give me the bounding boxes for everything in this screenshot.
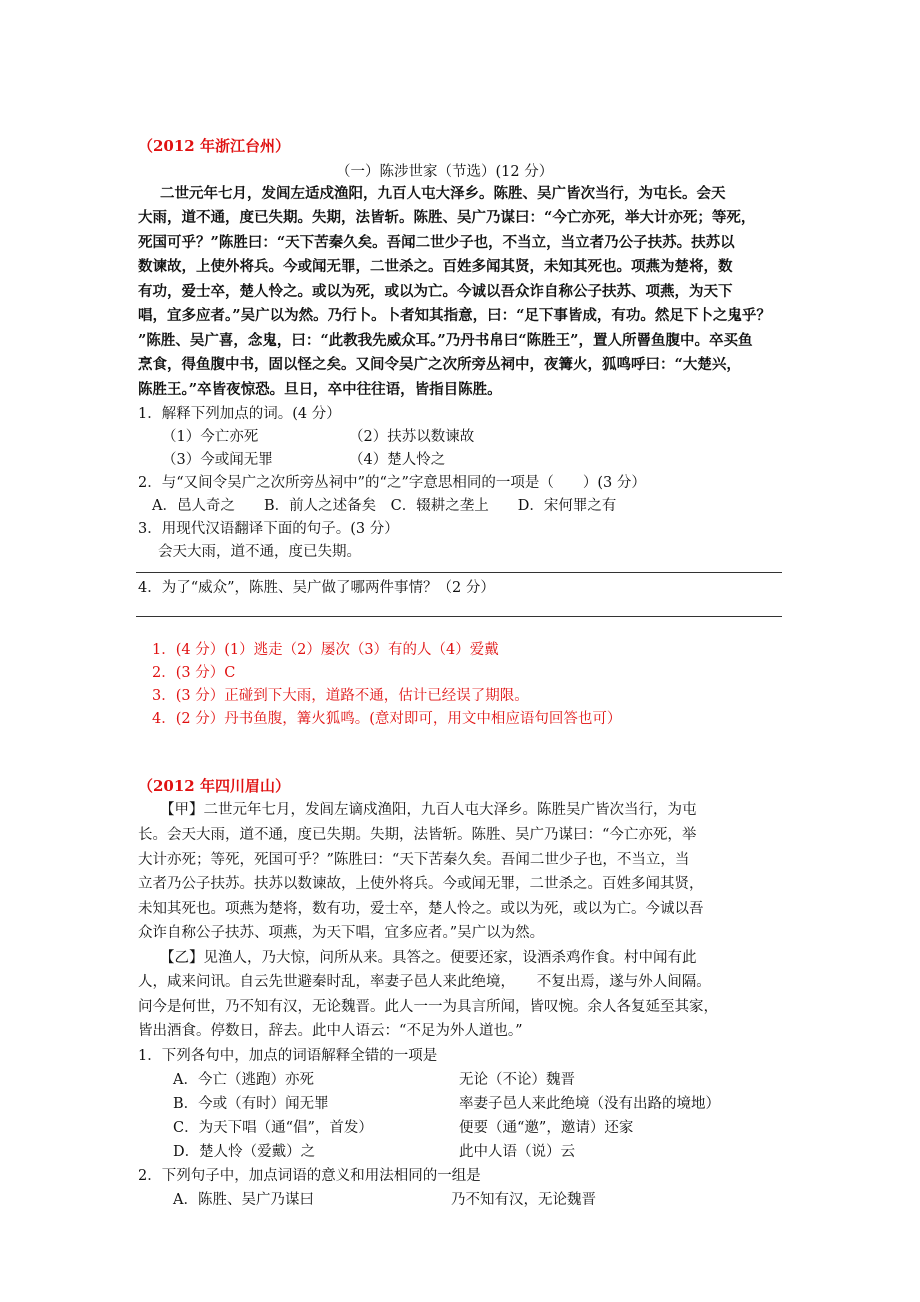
option-left: A．今亡（逃跑）亦死	[173, 1072, 314, 1088]
passage-line: 立者乃公子扶苏。扶苏以数谏故，上使外将兵。今或闻无罪，二世杀之。百姓多闻其贤，	[138, 876, 704, 892]
passage-line: 数谏故，上使外将兵。今或闻无罪，二世杀之。百姓多闻其贤，未知其死也。项燕为楚将，数	[138, 258, 733, 275]
passage-title: （一）陈涉世家（节选）(12 分）	[336, 164, 554, 180]
passage-line: 未知其死也。项燕为楚将，数有功，爱士卒，楚人怜之。或以为死，或以为亡。今诚以吾	[138, 901, 704, 917]
option-right: 此中人语（说）云	[459, 1144, 575, 1160]
passage-line: 人，咸来问讯。自云先世避秦时乱，率妻子邑人来此绝境， 不复出焉，遂与外人间隔。	[138, 974, 711, 990]
q1-item: （2）扶苏以数谏故	[349, 429, 475, 445]
passage-line: 问今是何世，乃不知有汉，无论魏晋。此人一一为具言所闻，皆叹惋。余人各复延至其家，	[138, 999, 718, 1015]
question-3: 3．用现代汉语翻译下面的句子。(3 分）	[138, 521, 399, 537]
passage-line: 【甲】二世元年七月，发闾左谪戍渔阳，九百人屯大泽乡。陈胜吴广皆次当行，为屯	[160, 802, 697, 818]
section-heading-taizhou: （2012 年浙江台州）	[138, 137, 290, 155]
option-left: B．今或（有时）闻无罪	[173, 1096, 329, 1112]
passage-line: 二世元年七月，发闾左适戍渔阳，九百人屯大泽乡。陈胜、吴广皆次当行，为屯长。会天	[160, 185, 726, 202]
q1-item: （4）楚人怜之	[349, 452, 446, 468]
option-left: A．陈胜、吴广乃谋曰	[173, 1192, 314, 1208]
passage-line: 唱，宜多应者。”吴广以为然。乃行卜。卜者知其指意，曰：“足下事皆成，有功。然足下卜之鬼乎？	[138, 307, 771, 324]
answer-item: 3．(3 分）正碰到下大雨，道路不通，估计已经误了期限。	[152, 688, 529, 704]
section-heading-meishan: （2012 年四川眉山）	[138, 777, 290, 795]
answer-item: 1．(4 分）(1）逃走（2）屡次（3）有的人（4）爱戴	[152, 642, 499, 658]
option-right: 便要（通“邀”，邀请）还家	[459, 1120, 634, 1136]
question-4: 4．为了“威众”，陈胜、吴广做了哪两件事情？（2 分）	[138, 580, 495, 596]
passage-line: 大计亦死；等死，死国可乎？”陈胜曰：“天下苦秦久矣。吾闻二世少子也，不当立，当	[138, 852, 690, 868]
option-left: D．楚人怜（爱戴）之	[173, 1144, 316, 1160]
question-1: 1．解释下列加点的词。(4 分）	[138, 406, 341, 422]
q1-item: （3）今或闻无罪	[162, 452, 273, 468]
passage-line: 有功，爱士卒，楚人怜之。或以为死，或以为亡。今诚以吾众诈自称公子扶苏、项燕，为天下	[138, 283, 733, 300]
passage-line: 死国可乎？”陈胜曰：“天下苦秦久矣。吾闻二世少子也，不当立，当立者乃公子扶苏。扶苏以	[138, 234, 735, 251]
option-right: 率妻子邑人来此绝境（没有出路的境地）	[459, 1096, 720, 1112]
question-2: 2．与“又间令吴广之次所旁丛祠中”的“之”字意思相同的一项是（ ）(3 分）	[138, 475, 646, 491]
option-right: 乃不知有汉，无论魏晋	[451, 1192, 596, 1208]
answer-item: 2．(3 分）C	[152, 665, 236, 681]
q1-item: （1）今亡亦死	[162, 429, 259, 445]
passage-line: 陈胜王。”卒皆夜惊恐。旦日，卒中往往语，皆指目陈胜。	[138, 381, 502, 398]
answer-item: 4．(2 分）丹书鱼腹，篝火狐鸣。(意对即可，用文中相应语句回答也可）	[152, 711, 622, 727]
answer-line	[136, 572, 782, 573]
passage-line: 皆出酒食。停数日，辞去。此中人语云：“不足为外人道也。”	[138, 1023, 523, 1039]
passage-line: 烹食，得鱼腹中书，固以怪之矣。又间令吴广之次所旁丛祠中，夜篝火，狐鸣呼曰：“大楚兴，	[138, 356, 741, 373]
option-left: C．为天下唱（通“倡”，首发）	[173, 1120, 373, 1136]
passage-line: 【乙】见渔人，乃大惊，问所从来。具答之。便要还家，设酒杀鸡作食。村中闻有此	[160, 950, 697, 966]
q3-sentence: 会天大雨，道不通，度已失期。	[158, 544, 361, 560]
q2-options: A．邑人奇之 B．前人之述备矣 C．辍耕之垄上 D．宋何罪之有	[152, 498, 617, 514]
passage-line: ”陈胜、吴广喜，念鬼，曰：“此教我先威众耳。”乃丹书帛曰“陈胜王”，置人所罾鱼腹中。卒买鱼	[138, 332, 753, 349]
passage-line: 众诈自称公子扶苏、项燕，为天下唱，宜多应者。”吴广以为然。	[138, 925, 545, 941]
passage-line: 长。会天大雨，道不通，度已失期。失期，法皆斩。陈胜、吴广乃谋曰：“今亡亦死，举	[138, 827, 697, 843]
question-1: 1．下列各句中，加点的词语解释全错的一项是	[138, 1048, 438, 1064]
question-2: 2．下列句子中，加点词语的意义和用法相同的一组是	[138, 1168, 481, 1184]
passage-line: 大雨，道不通，度已失期。失期，法皆斩。陈胜、吴广乃谋曰：“今亡亦死，举大计亦死；等死，	[138, 209, 756, 226]
answer-line	[136, 616, 782, 617]
option-right: 无论（不论）魏晋	[459, 1072, 575, 1088]
